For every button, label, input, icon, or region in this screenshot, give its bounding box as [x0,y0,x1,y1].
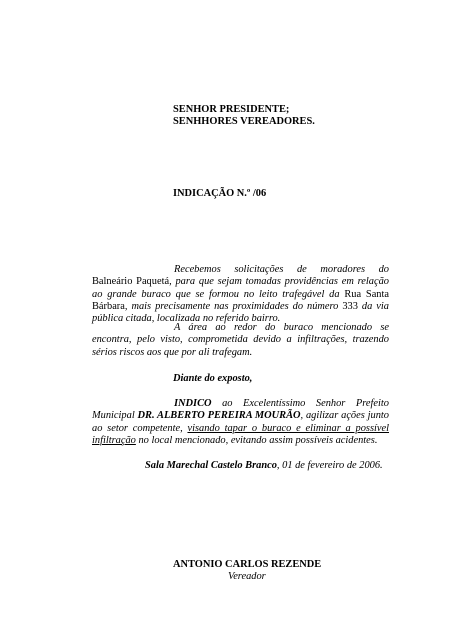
paragraph-indico-line1 [92,398,389,410]
sala-date-line [145,460,383,472]
paragraph-indico [92,398,389,447]
signer-role: Vereador [228,571,266,582]
diante-do-exposto: Diante do exposto, [173,373,253,384]
paragraph-request-text-c: da via pública citada, localizada no referido bairro. [92,300,389,325]
salutation-line-councilors: SENHHORES VEREADORES. [173,116,315,128]
paragraph-area-rest: encontra, pelo visto, comprometida devido a infiltrações, trazendo sérios riscos aos que por ali trafegam. [92,334,389,358]
indico-keyword: INDICO [174,398,212,409]
indicacao-title: INDICAÇÃO N.º /06 [173,188,267,199]
municipal-text: Municipal [92,410,138,422]
salutation-line-president: SENHOR PRESIDENTE; [173,104,290,115]
mayor-name: DR. ALBERTO PEREIRA MOURÃO [137,410,301,422]
paragraph-indico-text: , agilizar ações junto ao setor competente, [92,410,389,434]
neighborhood-name: Balneário Paquetá [92,276,170,288]
street-name: Rua Santa Bárbara [92,288,390,312]
signer-name: ANTONIO CARLOS REZENDE [173,559,322,570]
street-number: 333 [342,300,358,312]
paragraph-indico-end: no local mencionado, evitando assim possíveis acidentes. [135,434,378,446]
paragraph-area [92,322,389,359]
sala-place: Sala Marechal Castelo Branco [145,460,277,471]
indico-addressee: ao Excelentíssimo Senhor Prefeito [211,398,389,409]
underlined-request: visando tapar o buraco e eliminar a possível infiltração [92,422,389,446]
paragraph-request-text-a: , para que sejam tomadas providências em relação ao grande buraco que se formou no leito trafegável da [92,276,389,300]
paragraph-request [92,264,389,325]
paragraph-request-line1: Recebemos solicitações de moradores do [174,264,389,275]
paragraph-area-line1: A área ao redor do buraco mencionado se [174,322,389,333]
paragraph-request-text-b: , mais precisamente nas proximidades do número [124,300,343,312]
salutation [173,104,315,129]
sala-date: , 01 de fevereiro de 2006. [276,460,383,471]
